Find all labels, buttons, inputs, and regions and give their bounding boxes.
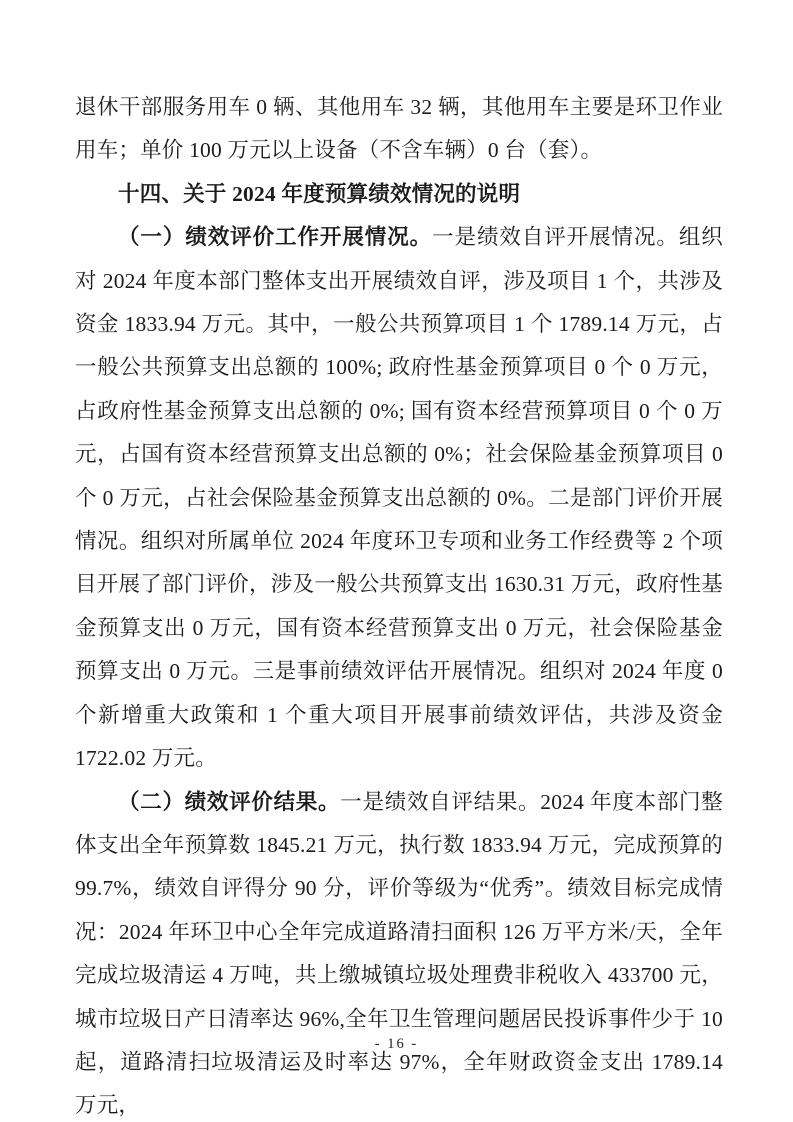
section-14-heading: 十四、关于 2024 年度预算绩效情况的说明 (118, 181, 521, 206)
paragraph-lead-evaluation-result: （二）绩效评价结果。 (118, 789, 341, 814)
paragraph-lead-evaluation-work: （一）绩效评价工作开展情况。 (118, 225, 433, 250)
document-body (75, 86, 723, 1122)
paragraph-evaluation-work (75, 216, 723, 780)
paragraph-evaluation-result (75, 781, 723, 1122)
paragraph-text-evaluation-result: 一是绩效自评结果。2024 年度本部门整体支出全年预算数 1845.21 万元，执行数 1833.94 万元，完成预算的 99.7%，绩效自评得分 90 分，评价等级为“优秀”。绩效目标完成情况：2024 年环卫中心全年完成道路清扫面积 126 万平方米/天，全年完成垃圾清运 4 万吨，共上缴城镇垃圾处理费非税收入 433700 元，城市垃圾日产日清率达 96%,全年卫生管理问题居民投诉事件少于 10 起，道路清扫垃圾清运及时率达 97%，全年财政资金支出 1789.14 万元， (75, 789, 723, 1118)
paragraph-vehicles-continuation: 退休干部服务用车 0 辆、其他用车 32 辆，其他用车主要是环卫作业用车；单价 100 万元以上设备（不含车辆）0 台（套）。 (75, 95, 723, 163)
paragraph-text-evaluation-work: 一是绩效自评开展情况。组织对 2024 年度本部门整体支出开展绩效自评，涉及项目 1 个，共涉及资金 1833.94 万元。其中，一般公共预算项目 1 个 1789.14 万元，占一般公共预算支出总额的 100%; 政府性基金预算项目 0 个 0 万元，占政府性基金预算支出总额的 0%; 国有资本经营预算项目 0 个 0 万元，占国有资本经营预算支出总额的 0%；社会保险基金预算项目 0 个 0 万元，占社会保险基金预算支出总额的 0%。二是部门评价开展情况。组织对所属单位 2024 年度环卫专项和业务工作经费等 2 个项目开展了部门评价，涉及一般公共预算支出 1630.31 万元，政府性基金预算支出 0 万元，国有资本经营预算支出 0 万元，社会保险基金预算支出 0 万元。三是事前绩效评估开展情况。组织对 2024 年度 0 个新增重大政策和 1 个重大项目开展事前绩效评估，共涉及资金 1722.02 万元。 (75, 225, 723, 771)
page-number: - 16 - (374, 1036, 419, 1052)
